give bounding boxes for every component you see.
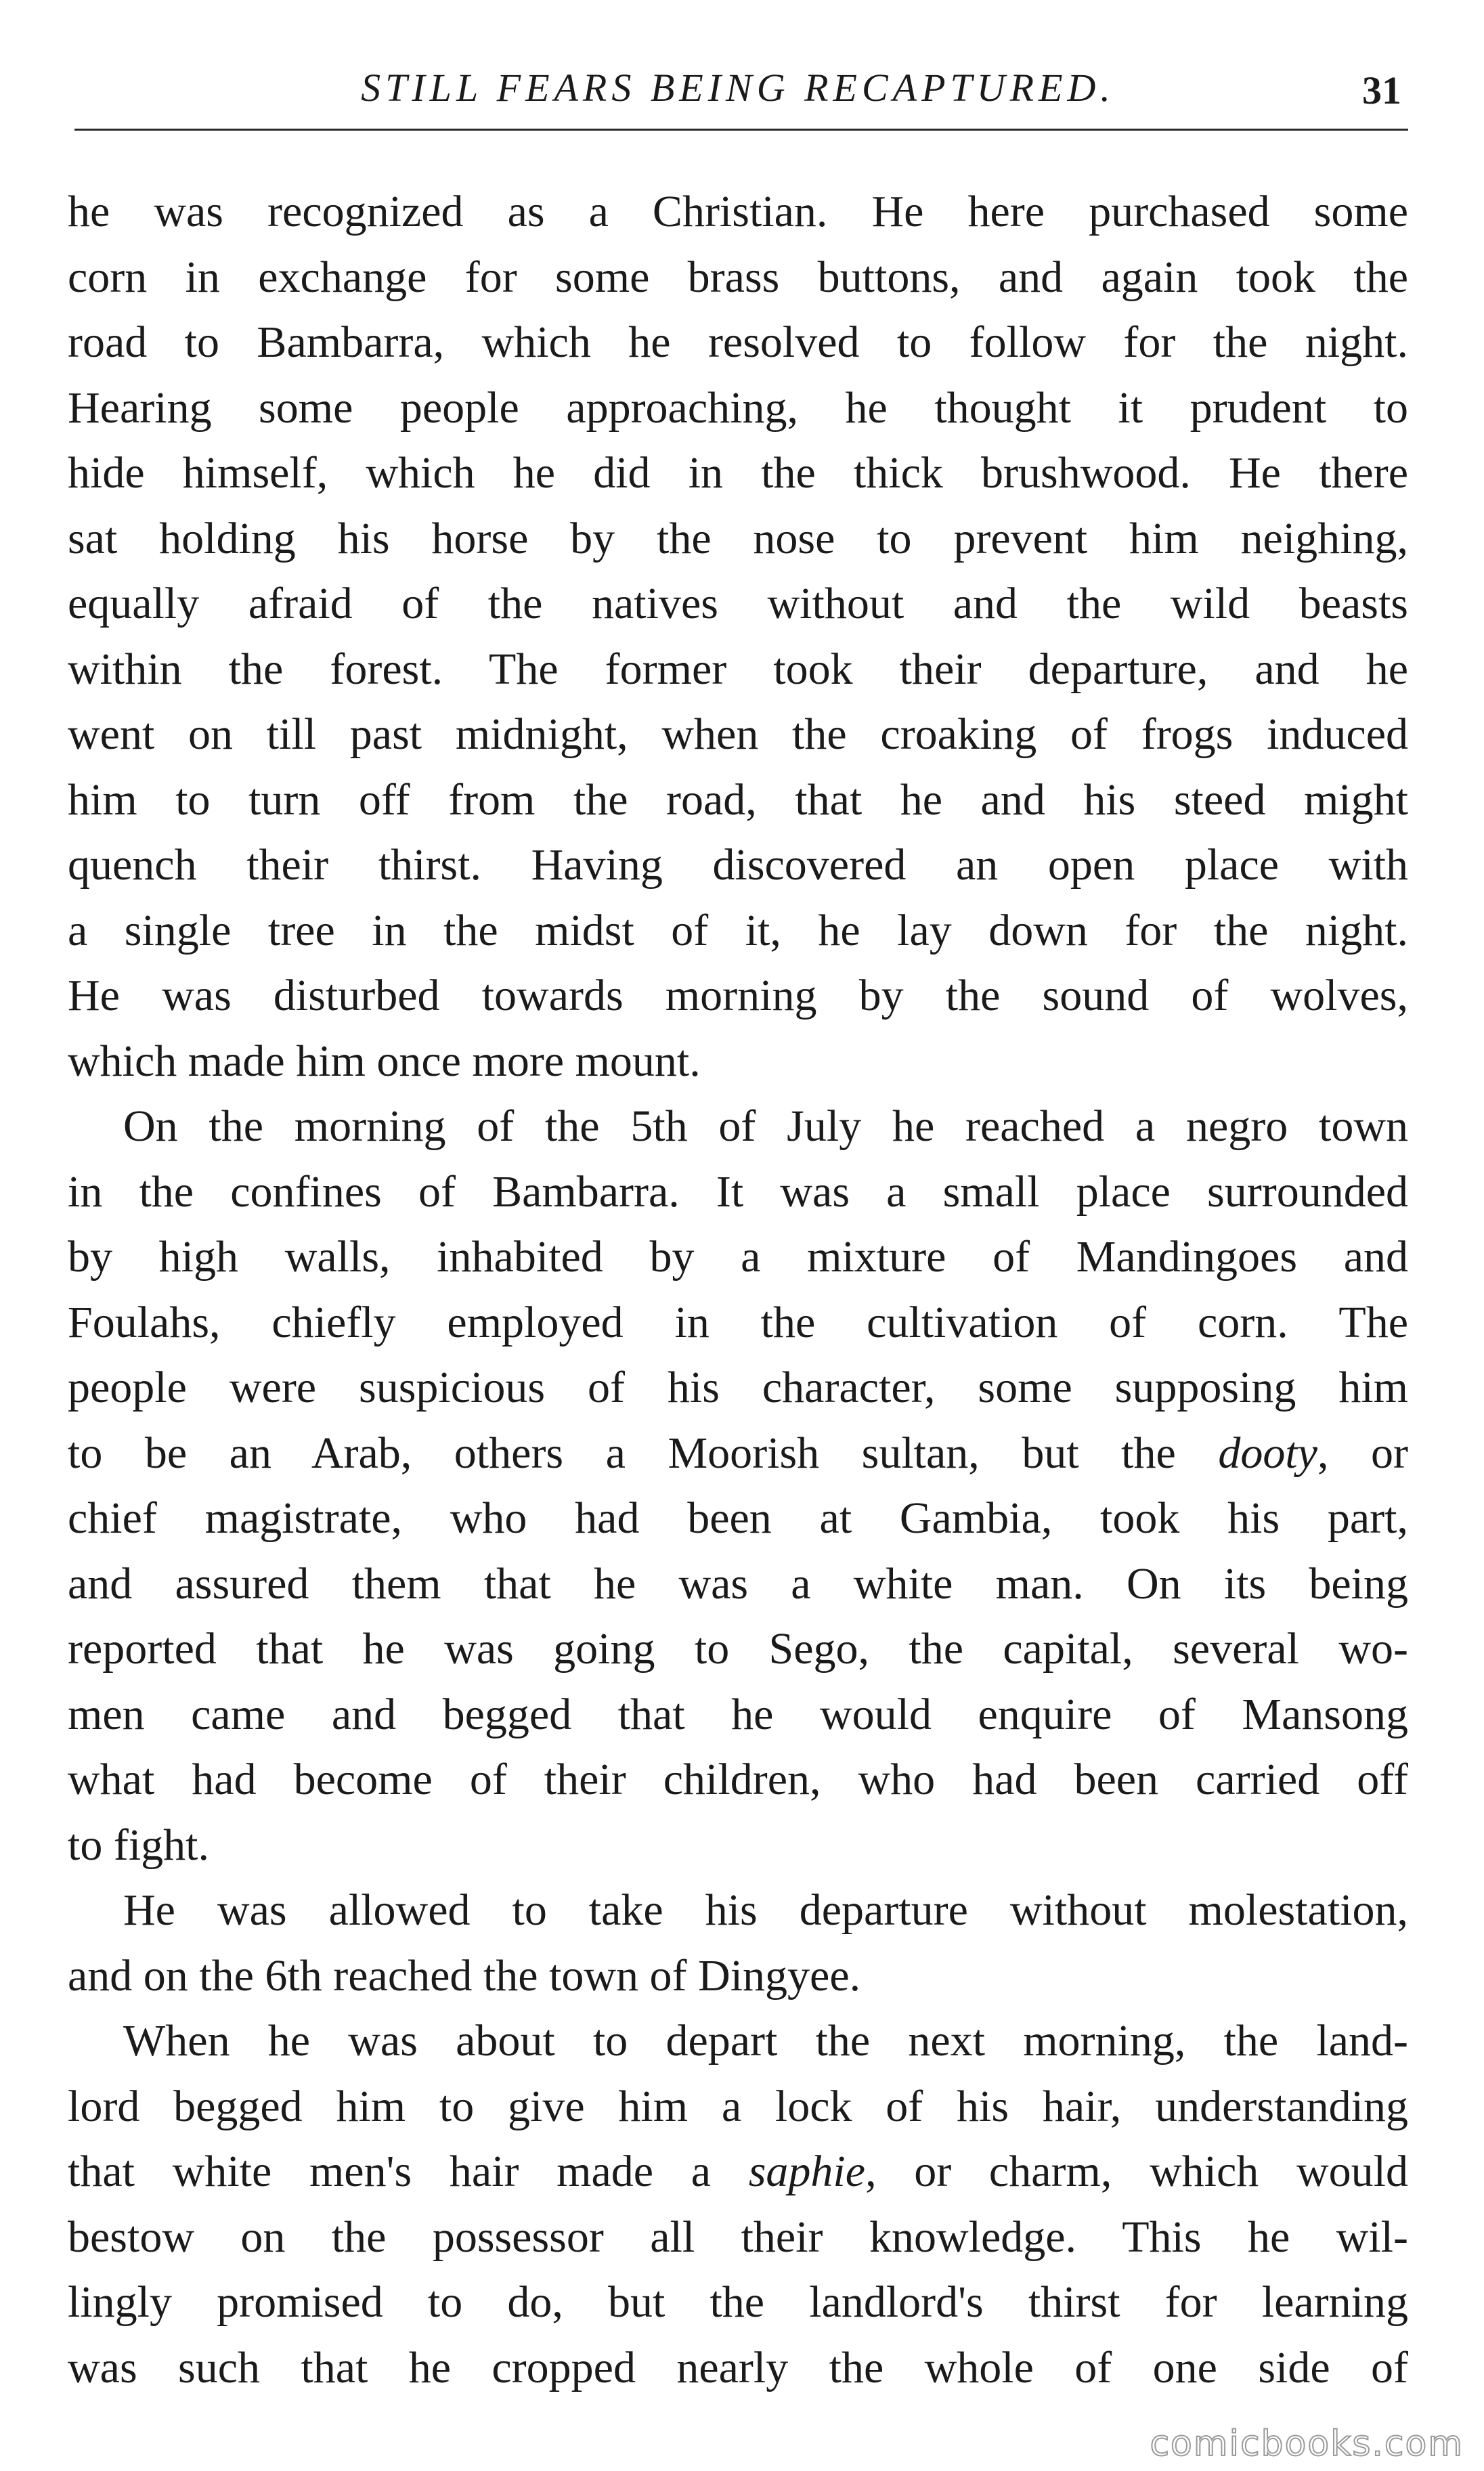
italic-word: dooty (1218, 1428, 1317, 1478)
text-line: was such that he cropped nearly the whole of one side of (68, 2342, 1408, 2392)
paragraph-1 (68, 179, 1408, 1094)
running-head: STILL FEARS BEING RECAPTURED. (361, 66, 1115, 110)
text-line: He was disturbed towards morning by the sound of wolves, (68, 971, 1408, 1020)
text-line: to fight. (68, 1820, 209, 1870)
text-line: Foulahs, chiefly employed in the cultivation of corn. The (68, 1297, 1408, 1347)
text-line: him to turn off from the road, that he and his steed might (68, 774, 1408, 825)
text-line: and on the 6th reached the town of Dingyee. (68, 1950, 861, 2000)
text-line: he was recognized as a Christian. He here purchased some (68, 187, 1408, 236)
text-line: On the morning of the 5th of July he reached a negro town (123, 1101, 1408, 1151)
text-line: what had become of their children, who had been carried off (68, 1755, 1408, 1804)
watermark: comicbooks.com (1150, 2424, 1464, 2464)
text-line: and assured them that he was a white man. On its being (68, 1558, 1408, 1609)
paragraph-2 (68, 1094, 1408, 1878)
text-line: lingly promised to do, but the landlord's thirst for learning (68, 2277, 1408, 2327)
body-text (68, 179, 1408, 2401)
page-number: 31 (1362, 68, 1401, 112)
text-line: went on till past midnight, when the croaking of frogs induced (68, 709, 1408, 759)
text-line: which made him once more mount. (68, 1036, 701, 1086)
paragraph-3 (68, 1878, 1408, 2009)
text-line: bestow on the possessor all their knowledge. This he wil- (68, 2212, 1408, 2262)
text-line: hide himself, which he did in the thick brushwood. He there (68, 448, 1408, 498)
text-line: He was allowed to take his departure without molestation, (123, 1885, 1408, 1935)
text-line: equally afraid of the natives without and the wild beasts (68, 579, 1408, 628)
text-line: corn in exchange for some brass buttons, and again took the (68, 252, 1408, 302)
text-line: When he was about to depart the next morning, the land- (123, 2016, 1408, 2065)
text-line: people were suspicious of his character, some supposing him (68, 1363, 1408, 1412)
text-line: chief magistrate, who had been at Gambia, took his part, (68, 1493, 1408, 1543)
text-line: a single tree in the midst of it, he lay down for the night. (68, 905, 1408, 955)
text-line: by high walls, inhabited by a mixture of Mandingoes and (68, 1232, 1408, 1282)
text-line: lord begged him to give him a lock of his hair, understanding (68, 2081, 1408, 2131)
text-line: reported that he was going to Sego, the capital, several wo- (68, 1624, 1408, 1674)
italic-word: saphie (748, 2147, 866, 2196)
header-rule (74, 129, 1408, 131)
text-line: Hearing some people approaching, he thought it prudent to (68, 382, 1408, 433)
text-line-with-italic: that white men's hair made a saphie, or charm, which would (68, 2147, 1408, 2196)
page-header (74, 64, 1401, 139)
text-line: men came and begged that he would enquire of Mansong (68, 1689, 1408, 1739)
text-line: sat holding his horse by the nose to prevent him neighing, (68, 513, 1408, 563)
text-line: quench their thirst. Having discovered an open place with (68, 840, 1408, 890)
text-line: road to Bambarra, which he resolved to follow for the night. (68, 318, 1408, 367)
text-line: in the confines of Bambarra. It was a small place surrounded (68, 1166, 1408, 1217)
paragraph-4 (68, 2009, 1408, 2401)
text-line: within the forest. The former took their departure, and he (68, 644, 1408, 694)
text-line-with-italic: to be an Arab, others a Moorish sultan, but the dooty, or (68, 1428, 1408, 1478)
